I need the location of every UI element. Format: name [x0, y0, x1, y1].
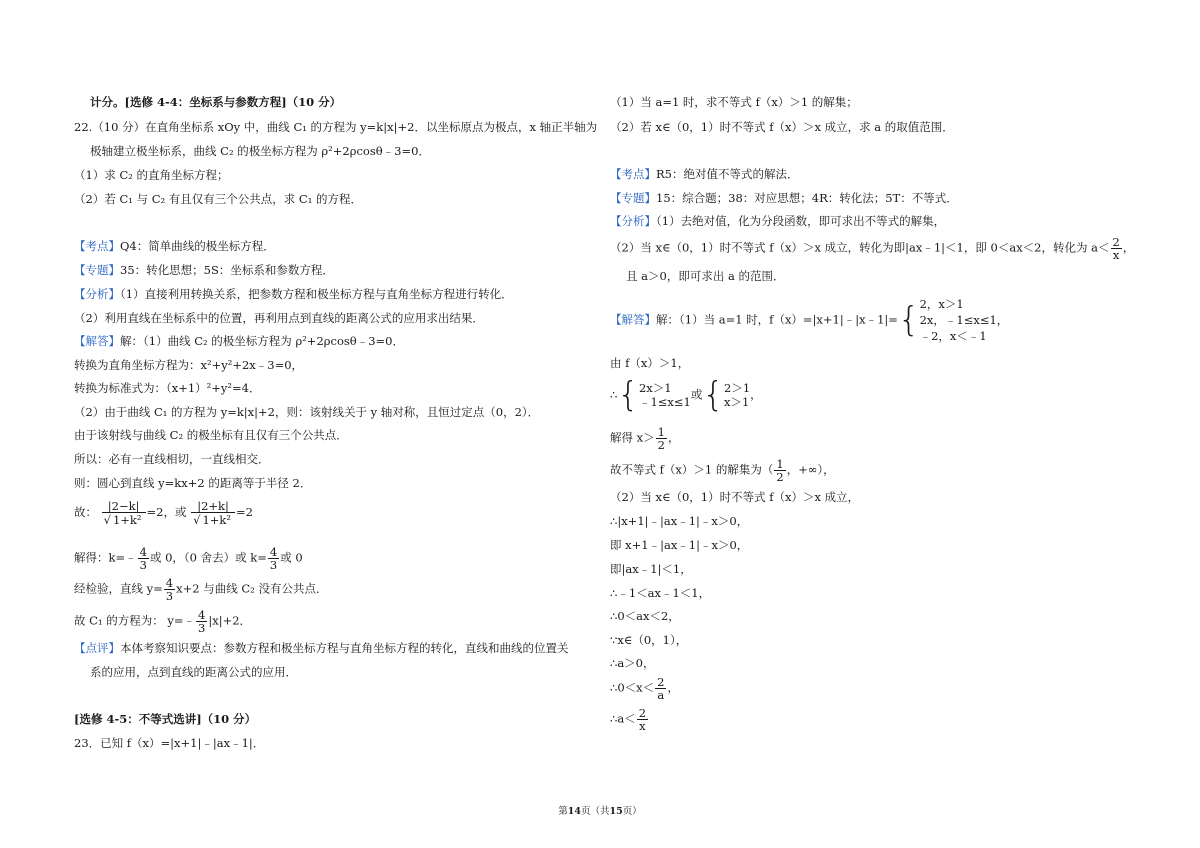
piece-1: 2，x＞1	[919, 297, 964, 311]
text: ，	[1122, 240, 1135, 255]
page-number: 14	[567, 806, 581, 817]
distance-equation	[74, 500, 253, 526]
r-step-1: 由 f（x）＞1，	[610, 356, 690, 370]
numerator: 4	[139, 545, 147, 559]
page-footer	[0, 803, 1200, 817]
section-title-4-5: [选修 4-5：不等式选讲]（10 分）	[74, 712, 257, 726]
numerator: |2+k|	[191, 500, 235, 513]
text: 或 0，（0 舍去）或 k=	[149, 550, 267, 565]
denominator: 3	[269, 558, 278, 572]
denominator	[102, 513, 146, 526]
denominator: 2	[657, 438, 665, 452]
fraction	[774, 458, 785, 483]
text: ，+∞），	[786, 462, 835, 477]
kaodian-text: Q4：简单曲线的极坐标方程．	[120, 239, 275, 253]
final-equation	[74, 609, 251, 634]
piece-2: 2x，﹣1≤x≤1，	[919, 313, 1009, 327]
system-a-2: ﹣1≤x≤1	[638, 395, 691, 409]
solution-step-6: 则：圆心到直线 y=kx+2 的距离等于半径 2．	[74, 476, 312, 490]
denominator: 3	[165, 589, 174, 603]
denominator: 2	[776, 470, 784, 484]
left-brace-icon: {	[617, 375, 639, 415]
text: 或 0	[280, 550, 303, 565]
text: 故 C₁ 的方程为： y=﹣	[74, 613, 196, 628]
numerator: 1	[657, 425, 665, 439]
fenxi-line	[610, 214, 945, 229]
fenxi-text: （1）去绝对值，化为分段函数，即可求出不等式的解集，	[656, 214, 946, 228]
piecewise-function	[920, 296, 1009, 344]
r-step-7: 即 x+1﹣|ax﹣1|﹣x＞0，	[610, 538, 749, 552]
solution-step-1: 转换为直角坐标方程为：x²+y²+2x﹣3=0，	[74, 358, 304, 372]
r-step-3	[610, 426, 679, 451]
text: |x|+2．	[208, 613, 252, 628]
r-step-14	[610, 707, 649, 732]
eq-prefix: 故：	[74, 505, 97, 519]
solution-step-2: 转换为标准式为：（x+1）²+y²=4．	[74, 381, 261, 395]
q22-part1: （1）求 C₂ 的直角坐标方程；	[74, 168, 229, 182]
denominator: a	[657, 688, 665, 702]
footer-text: 第	[558, 806, 568, 817]
q23-stem: 23．已知 f（x）=|x+1|﹣|ax﹣1|．	[74, 736, 265, 750]
solution-step-4: 由于该射线与曲线 C₂ 的极坐标有且仅有三个公共点．	[74, 428, 348, 442]
fraction	[196, 609, 207, 634]
fraction	[191, 500, 235, 526]
inequality-systems	[610, 375, 762, 415]
jieda-text: 解：（1）当 a=1 时，f（x）=|x+1|﹣|x﹣1|=	[656, 312, 898, 327]
dianping-line	[74, 641, 569, 656]
text: 解得 x＞	[610, 430, 655, 445]
system-b	[724, 381, 750, 409]
therefore-symbol: ∴	[610, 387, 618, 402]
solution-step-3: （2）由于曲线 C₁ 的方程为 y=k|x|+2，则：该射线关于 y 轴对称，且恒过定点（0，2）．	[74, 405, 540, 419]
kaodian-tag: 【考点】	[610, 167, 656, 181]
r-step-10: ∴0＜ax＜2，	[610, 609, 680, 623]
text: ∴0＜x＜	[610, 680, 655, 695]
piece-3: ﹣2，x＜﹣1	[919, 329, 987, 343]
sqrt-icon: √ 1+k²	[193, 513, 231, 527]
left-brace-icon: {	[702, 375, 724, 415]
dianping-tag: 【点评】	[74, 641, 120, 655]
radicand: 1+k²	[112, 513, 142, 527]
q23-part1: （1）当 a=1 时，求不等式 f（x）＞1 的解集；	[610, 95, 858, 109]
q23-part2: （2）若 x∈（0，1）时不等式 f（x）＞x 成立，求 a 的取值范围．	[610, 120, 954, 134]
fenxi-line2	[610, 236, 1134, 261]
zhuanti-text: 35：转化思想；5S：坐标系和参数方程．	[120, 263, 334, 277]
fenxi-tag: 【分析】	[74, 287, 120, 301]
system-a-1: 2x＞1	[638, 381, 672, 395]
numerator: 4	[165, 576, 174, 590]
system-a	[639, 381, 691, 409]
fraction	[268, 546, 279, 571]
r-step-8: 即|ax﹣1|＜1，	[610, 562, 692, 576]
text: ，	[667, 430, 680, 445]
numerator: 2	[657, 675, 665, 689]
fraction	[102, 500, 146, 526]
r-step-13	[610, 676, 679, 701]
kaodian-line	[74, 239, 275, 254]
r-step-5: （2）当 x∈（0，1）时不等式 f（x）＞x 成立，	[610, 490, 860, 504]
sqrt-icon: √ 1+k²	[103, 513, 142, 527]
r-step-6: ∴|x+1|﹣|ax﹣1|﹣x＞0，	[610, 514, 749, 528]
fraction	[164, 577, 175, 602]
system-b-2: x＞1	[724, 395, 750, 409]
text: 故不等式 f（x）＞1 的解集为（	[610, 462, 774, 477]
total-pages: 15	[609, 806, 623, 817]
r-step-9: ∴﹣1＜ax﹣1＜1，	[610, 586, 711, 600]
system-b-1: 2＞1	[724, 381, 751, 395]
fraction	[637, 707, 648, 732]
numerator: |2−k|	[102, 500, 146, 513]
text: ，	[667, 680, 679, 695]
denominator: x	[1112, 248, 1120, 262]
jieda-text: 解：（1）曲线 C₂ 的极坐标方程为 ρ²+2ρcosθ﹣3=0．	[120, 334, 404, 348]
fraction	[655, 676, 666, 701]
jieda-tag: 【解答】	[610, 312, 656, 327]
jieda-line	[610, 296, 1008, 344]
fraction	[656, 426, 667, 451]
text: 经检验，直线 y=	[74, 581, 163, 596]
jieda-line	[74, 334, 404, 349]
footer-text: 页（共	[580, 806, 610, 817]
denominator: 3	[139, 558, 147, 572]
denominator	[191, 513, 235, 526]
solution-step-5: 所以：必有一直线相切，一直线相交．	[74, 452, 270, 466]
fenxi-tag: 【分析】	[610, 214, 656, 228]
check-line	[74, 577, 327, 602]
text: ∴a＜	[610, 711, 636, 726]
fraction	[1111, 236, 1122, 261]
zhuanti-tag: 【专题】	[74, 263, 120, 277]
zhuanti-text: 15：综合题；38：对应思想；4R：转化法；5T：不等式．	[656, 191, 958, 205]
denominator: x	[639, 719, 646, 733]
denominator: 3	[198, 621, 206, 635]
left-brace-icon: {	[897, 300, 920, 340]
numerator: 2	[638, 706, 647, 720]
fenxi-line	[74, 287, 513, 302]
eq-mid: =2，或	[146, 505, 187, 519]
zhuanti-line	[74, 263, 334, 278]
numerator: 1	[776, 457, 784, 471]
solve-k	[74, 546, 303, 571]
text: x+2 与曲线 C₂ 没有公共点．	[176, 581, 328, 596]
kaodian-line	[610, 167, 798, 182]
numerator: 2	[1112, 235, 1120, 249]
radicand: 1+k²	[202, 513, 231, 527]
text: ，	[750, 387, 762, 402]
zhuanti-tag: 【专题】	[610, 191, 656, 205]
kaodian-text: R5：绝对值不等式的解法．	[656, 167, 799, 181]
kaodian-tag: 【考点】	[74, 239, 120, 253]
q22-stem-line2: 极轴建立极坐标系，曲线 C₂ 的极坐标方程为 ρ²+2ρcosθ﹣3=0．	[90, 144, 430, 158]
numerator: 4	[198, 608, 206, 622]
eq-end: =2	[235, 505, 253, 519]
fenxi-line2: （2）利用直线在坐标系中的位置，再利用点到直线的距离公式的应用求出结果．	[74, 311, 484, 325]
section-title-4-4: 计分。[选修 4-4：坐标系与参数方程]（10 分）	[90, 95, 342, 109]
fenxi-line3: 且 a＞0，即可求出 a 的范围．	[626, 269, 785, 283]
text: （2）当 x∈（0，1）时不等式 f（x）＞x 成立，转化为即|ax﹣1|＜1，即 0＜ax＜2，转化为 a＜	[610, 240, 1110, 255]
or-text: 或	[690, 387, 703, 402]
text: 解得：k=﹣	[74, 550, 137, 565]
r-step-12: ∴a＞0，	[610, 656, 655, 670]
r-step-11: ∵x∈（0，1），	[610, 633, 688, 647]
q22-stem-line1: 22.（10 分）在直角坐标系 xOy 中，曲线 C₁ 的方程为 y=k|x|+2．以坐标原点为极点，x 轴正半轴为	[74, 120, 598, 134]
r-step-4	[610, 458, 835, 483]
zhuanti-line	[610, 191, 958, 206]
fenxi-text: （1）直接利用转换关系，把参数方程和极坐标方程与直角坐标方程进行转化．	[120, 287, 513, 301]
numerator: 4	[269, 545, 278, 559]
jieda-tag: 【解答】	[74, 334, 120, 348]
q22-part2: （2）若 C₁ 与 C₂ 有且仅有三个公共点，求 C₁ 的方程．	[74, 192, 362, 206]
footer-text: 页）	[622, 806, 642, 817]
dianping-line2: 系的应用，点到直线的距离公式的应用．	[90, 665, 297, 679]
dianping-text: 本体考察知识要点：参数方程和极坐标方程与直角坐标方程的转化，直线和曲线的位置关	[120, 641, 569, 655]
fraction	[138, 546, 149, 571]
